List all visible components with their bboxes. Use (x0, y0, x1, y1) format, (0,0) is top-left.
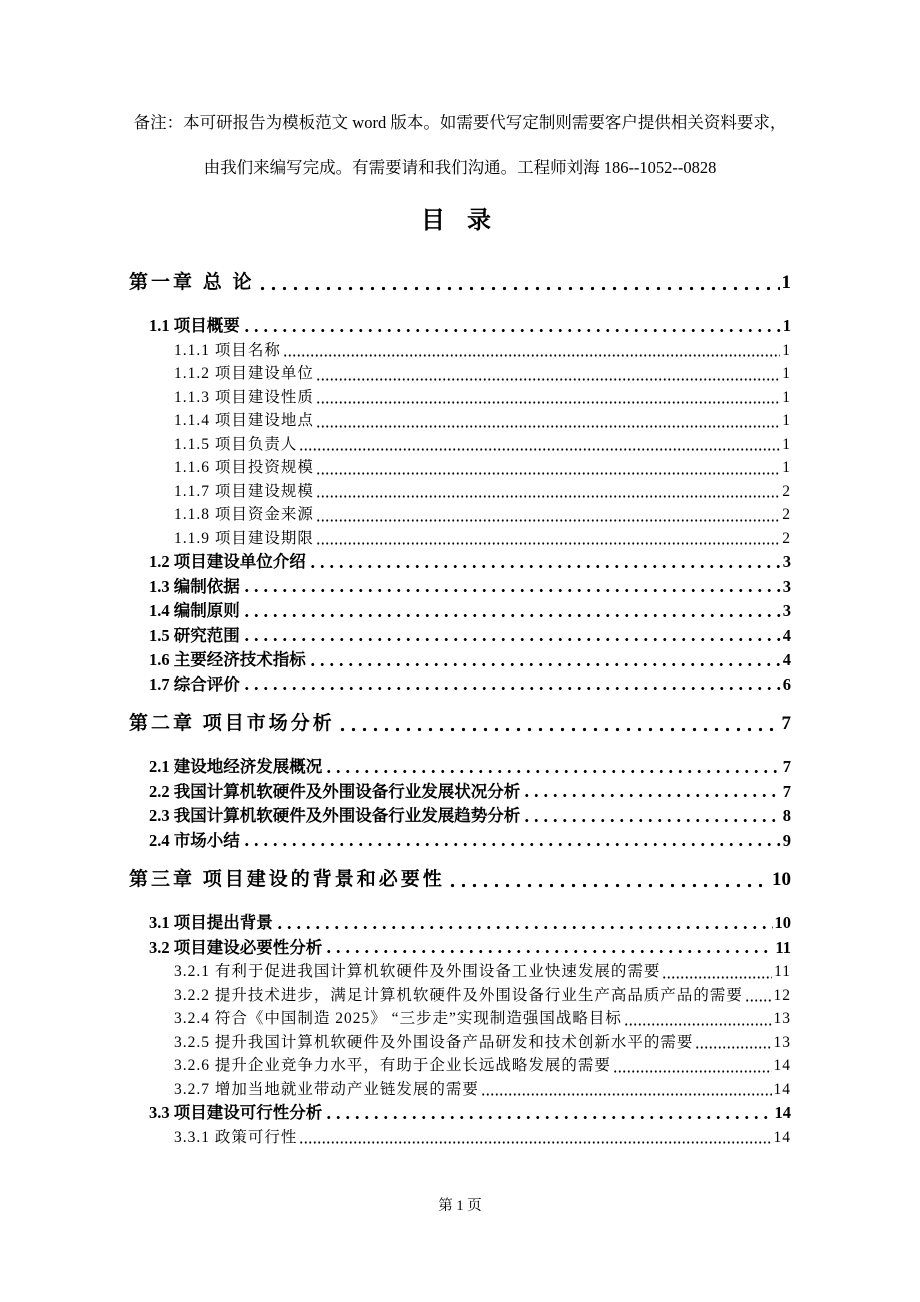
toc-entry-label: 1.1.1 项目名称 (174, 341, 281, 359)
toc-entry[interactable] (129, 480, 791, 504)
toc-entry-label: 1.1.3 项目建设性质 (174, 388, 314, 406)
toc-page-number: 1 (782, 412, 791, 429)
toc-page-number: 6 (782, 674, 791, 694)
toc-entry-label: 第三章 项目建设的背景和必要性 (129, 869, 445, 890)
toc-entry[interactable] (129, 386, 791, 410)
page-footer (0, 1194, 920, 1215)
toc-page-number: 1 (782, 341, 791, 359)
toc-entry-label: 3.1 项目提出背景 (149, 913, 273, 932)
page-content (129, 0, 791, 1149)
toc-entry[interactable] (129, 936, 791, 961)
dotted-leader (316, 377, 780, 382)
toc-entry[interactable] (129, 1126, 791, 1150)
toc-page-number: 2 (782, 529, 791, 547)
toc-page-number: 2 (782, 482, 791, 500)
toc-entry-label: 第二章 项目市场分析 (129, 713, 335, 734)
dotted-leader (613, 1069, 772, 1074)
toc-page-number: 4 (782, 625, 791, 645)
toc-entry-label: 2.1 建设地经济发展概况 (149, 757, 323, 776)
dotted-leader (299, 1140, 771, 1145)
toc-entry-label: 3.2 项目建设必要性分析 (149, 937, 323, 957)
toc-page-number: 1 (782, 316, 791, 335)
toc-page-number: 1 (782, 388, 791, 406)
toc-entry[interactable] (129, 1031, 791, 1055)
toc-page-number: 3 (782, 601, 791, 620)
toc-entry-label: 1.1.7 项目建设规模 (174, 482, 314, 500)
dotted-leader (242, 613, 781, 618)
dotted-leader (324, 949, 773, 954)
toc-entry-label: 3.2.2 提升技术进步，满足计算机软硬件及外围设备行业生产高品质产品的需要 (174, 986, 743, 1004)
toc-entry[interactable] (129, 362, 791, 386)
toc-page-number: 12 (773, 986, 791, 1004)
toc-entry[interactable] (129, 339, 791, 363)
toc-entry-label: 3.2.4 符合《中国制造 2025》 “三步走”实现制造强国战略目标 (174, 1010, 622, 1027)
toc-entry[interactable] (129, 804, 791, 829)
toc-entry-label: 第一章 总 论 (129, 272, 255, 293)
dotted-leader (447, 883, 770, 888)
note-line-2: 由我们来编写完成。有需要请和我们沟通。工程师刘海 186--1052--0828 (203, 158, 717, 177)
toc-entry-label: 1.1.9 项目建设期限 (174, 529, 314, 547)
dotted-leader (324, 769, 781, 774)
toc-page-number: 1 (781, 272, 791, 293)
dotted-leader (481, 1092, 772, 1097)
toc-entry-label: 1.3 编制依据 (149, 576, 240, 596)
header-note (129, 0, 791, 190)
toc-page-number: 2 (782, 506, 791, 523)
dotted-leader (316, 400, 780, 405)
dotted-leader (624, 1022, 772, 1027)
toc-entry[interactable] (129, 575, 791, 600)
toc-entry[interactable] (129, 865, 791, 895)
toc-title: 目 录 (421, 208, 499, 234)
toc-page-number: 7 (782, 757, 791, 776)
dotted-leader (695, 1045, 771, 1050)
toc-page-number: 10 (772, 869, 791, 890)
dotted-leader (522, 818, 781, 823)
toc-page-number: 13 (773, 1033, 791, 1051)
toc-entry-label: 3.3.1 政策可行性 (174, 1128, 298, 1146)
toc-page-number: 3 (782, 576, 791, 596)
toc-entry[interactable] (129, 503, 791, 527)
toc-entry-label: 2.2 我国计算机软硬件及外围设备行业发展状况分析 (149, 781, 521, 801)
toc-page-number: 8 (782, 806, 791, 825)
toc-entry[interactable] (129, 550, 791, 575)
toc-entry-label: 2.3 我国计算机软硬件及外围设备行业发展趋势分析 (149, 806, 521, 825)
toc-page-number: 1 (782, 459, 791, 476)
toc-page-number: 11 (774, 963, 791, 980)
toc-entry-label: 3.2.5 提升我国计算机软硬件及外围设备产品研发和技术创新水平的需要 (174, 1033, 694, 1051)
toc-page-number: 4 (782, 650, 791, 669)
toc-entry-label: 1.1.8 项目资金来源 (174, 506, 314, 523)
toc-entry[interactable] (129, 673, 791, 698)
toc-entry[interactable] (129, 1101, 791, 1126)
dotted-leader (316, 471, 780, 476)
toc-entry[interactable] (129, 1007, 791, 1031)
toc-page-number: 10 (774, 913, 791, 932)
dotted-leader (745, 998, 772, 1003)
toc-entry-label: 1.1.6 项目投资规模 (174, 459, 314, 476)
toc-entry[interactable] (129, 648, 791, 673)
dotted-leader (308, 564, 781, 569)
toc-entry-label: 3.3 项目建设可行性分析 (149, 1103, 323, 1122)
toc-entry[interactable] (129, 599, 791, 624)
toc-page-number: 14 (773, 1080, 791, 1098)
toc-entry[interactable] (129, 911, 791, 936)
dotted-leader (242, 588, 781, 593)
toc-page-number: 1 (782, 435, 791, 453)
dotted-leader (316, 494, 780, 499)
toc-entry-label: 2.4 市场小结 (149, 830, 240, 850)
toc-entry-label: 1.1 项目概要 (149, 316, 240, 335)
toc-page-number: 13 (773, 1010, 791, 1027)
toc-page-number: 7 (781, 713, 791, 734)
toc-page-number: 9 (782, 830, 791, 850)
toc-entry[interactable] (129, 409, 791, 433)
toc-entry-label: 1.2 项目建设单位介绍 (149, 552, 306, 571)
toc-entry-label: 3.2.6 提升企业竞争力水平，有助于企业长远战略发展的需要 (174, 1057, 611, 1074)
toc-entry-label: 1.1.2 项目建设单位 (174, 365, 314, 382)
dotted-leader (242, 686, 781, 691)
toc-entry[interactable] (129, 960, 791, 984)
toc-entry[interactable] (129, 780, 791, 805)
toc-entry-label: 3.2.7 增加当地就业带动产业链发展的需要 (174, 1080, 479, 1098)
toc-entry[interactable] (129, 527, 791, 551)
note-line-1: 备注：本可研报告为模板范文 word 版本。如需要代写定制则需要客户提供相关资料要求， (133, 113, 787, 132)
dotted-leader (522, 793, 781, 798)
toc-entry[interactable] (129, 829, 791, 854)
dotted-leader (337, 727, 780, 732)
toc-entry[interactable] (129, 624, 791, 649)
toc-entry[interactable] (129, 984, 791, 1008)
toc-entry-label: 1.1.5 项目负责人 (174, 435, 298, 453)
toc-page-number: 14 (774, 1103, 791, 1122)
toc-entry[interactable] (129, 268, 791, 298)
toc-entry-label: 1.6 主要经济技术指标 (149, 650, 306, 669)
toc-page-number: 3 (782, 552, 791, 571)
toc-page-number: 14 (773, 1057, 791, 1074)
toc-entry[interactable] (129, 1078, 791, 1102)
page-number-label: 第 1 页 (438, 1198, 482, 1214)
toc-entry-label: 3.2.1 有利于促进我国计算机软硬件及外围设备工业快速发展的需要 (174, 963, 661, 980)
dotted-leader (316, 518, 780, 523)
toc-entry[interactable] (129, 1054, 791, 1078)
toc-page-number: 1 (782, 365, 791, 382)
toc-entry[interactable] (129, 433, 791, 457)
toc-entry-label: 1.4 编制原则 (149, 601, 240, 620)
dotted-leader (242, 328, 781, 333)
toc-entry-label: 1.1.4 项目建设地点 (174, 412, 314, 429)
dotted-leader (257, 286, 780, 291)
toc-page-number: 14 (773, 1128, 791, 1146)
dotted-leader (283, 353, 780, 358)
dotted-leader (324, 1115, 772, 1120)
dotted-leader (316, 424, 780, 429)
toc-list (129, 268, 791, 1149)
dotted-leader (275, 925, 773, 930)
dotted-leader (299, 447, 780, 452)
toc-page-number: 11 (775, 937, 791, 957)
toc-entry[interactable] (129, 314, 791, 339)
toc-entry[interactable] (129, 456, 791, 480)
dotted-leader (308, 662, 781, 667)
toc-entry-label: 1.5 研究范围 (149, 625, 240, 645)
dotted-leader (242, 842, 781, 847)
toc-page-number: 7 (782, 781, 791, 801)
toc-entry[interactable] (129, 755, 791, 780)
dotted-leader (242, 637, 781, 642)
dotted-leader (316, 541, 780, 546)
toc-entry[interactable] (129, 709, 791, 739)
dotted-leader (662, 975, 772, 980)
toc-entry-label: 1.7 综合评价 (149, 674, 240, 694)
